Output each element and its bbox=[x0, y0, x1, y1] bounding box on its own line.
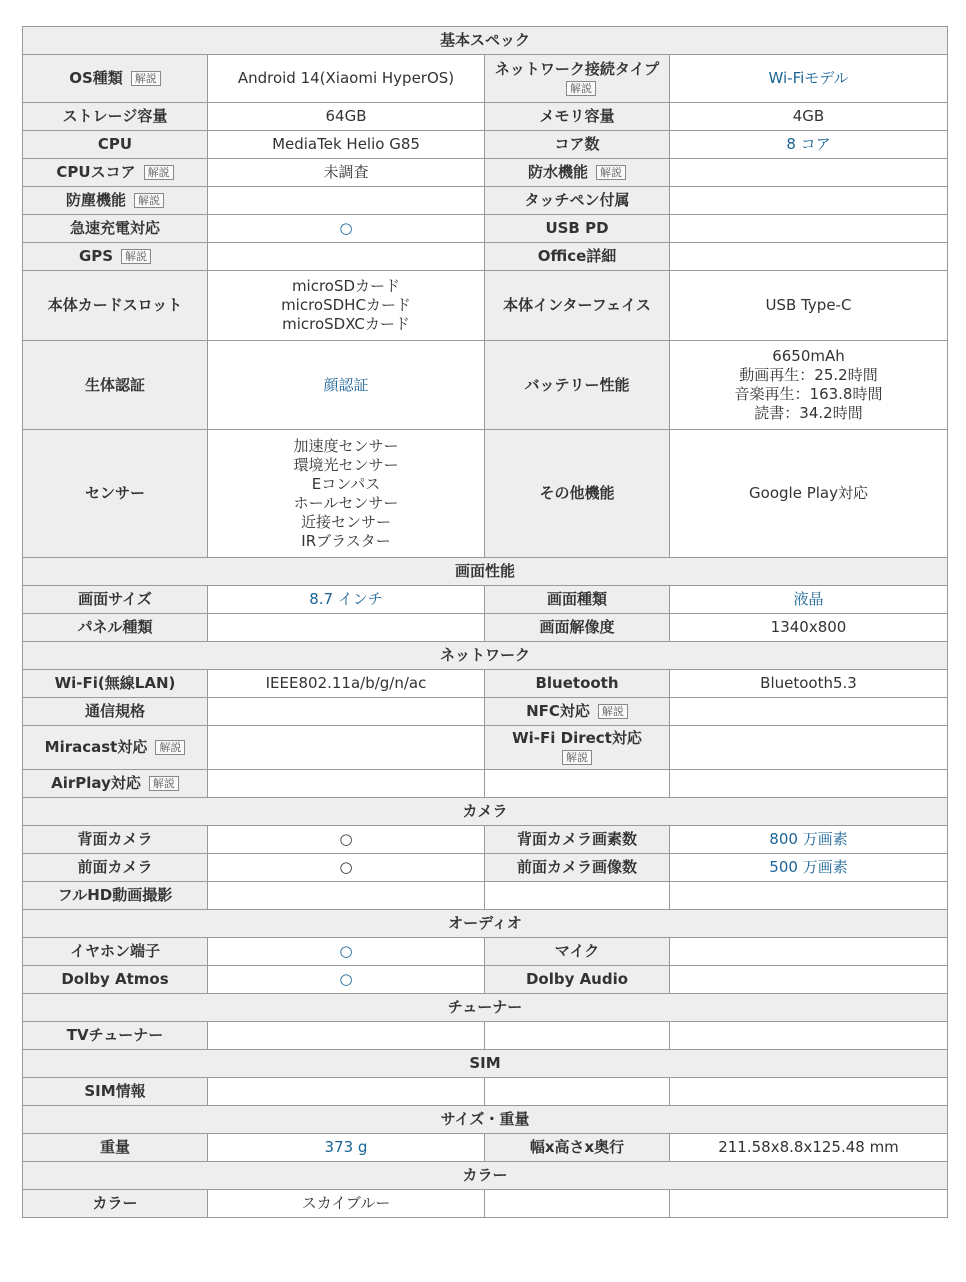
wifidirect-label-cell bbox=[485, 726, 670, 770]
help-badge[interactable]: 解説 bbox=[596, 165, 626, 180]
empty-cell bbox=[670, 770, 948, 798]
panel-value bbox=[208, 614, 485, 642]
table-row bbox=[23, 826, 948, 854]
table-row bbox=[23, 1022, 948, 1050]
empty-cell bbox=[670, 1078, 948, 1106]
cardslot-item: microSDXCカード bbox=[282, 315, 410, 333]
sensor-item: 近接センサー bbox=[300, 512, 391, 531]
front-camera-px-label: 前面カメラ画像数 bbox=[485, 854, 670, 882]
airplay-value bbox=[208, 770, 485, 798]
section-row-color bbox=[23, 1162, 948, 1190]
weight-value[interactable]: 373 g bbox=[208, 1134, 485, 1162]
table-row bbox=[23, 271, 948, 341]
os-label-cell bbox=[23, 55, 208, 103]
section-row-camera bbox=[23, 798, 948, 826]
section-header-network: ネットワーク bbox=[23, 642, 948, 670]
empty-cell bbox=[670, 1190, 948, 1218]
rear-camera-px-value[interactable]: 800 万画素 bbox=[670, 826, 948, 854]
resolution-value: 1340x800 bbox=[670, 614, 948, 642]
office-label: Office詳細 bbox=[485, 243, 670, 271]
section-header-display: 画面性能 bbox=[23, 558, 948, 586]
front-camera-value: ○ bbox=[208, 854, 485, 882]
atmos-value[interactable]: ○ bbox=[208, 966, 485, 994]
sensor-value bbox=[208, 430, 485, 558]
nfc-label: NFC対応 bbox=[526, 702, 590, 720]
usbpd-label: USB PD bbox=[485, 215, 670, 243]
table-row bbox=[23, 1190, 948, 1218]
dolby-audio-label: Dolby Audio bbox=[485, 966, 670, 994]
miracast-value bbox=[208, 726, 485, 770]
table-row bbox=[23, 430, 948, 558]
cpu-score-value: 未調査 bbox=[208, 159, 485, 187]
tv-tuner-label: TVチューナー bbox=[23, 1022, 208, 1050]
table-row bbox=[23, 586, 948, 614]
cardslot-item: microSDHCカード bbox=[281, 296, 411, 314]
section-row-size bbox=[23, 1106, 948, 1134]
pen-label: タッチペン付属 bbox=[485, 187, 670, 215]
battery-item: 6650mAh bbox=[772, 347, 845, 365]
empty-cell bbox=[670, 1022, 948, 1050]
cardslot-value bbox=[208, 271, 485, 341]
mic-label: マイク bbox=[485, 938, 670, 966]
storage-label: ストレージ容量 bbox=[23, 103, 208, 131]
table-row bbox=[23, 187, 948, 215]
dolby-audio-value bbox=[670, 966, 948, 994]
battery-item: 音楽再生：163.8時間 bbox=[734, 385, 883, 403]
table-row bbox=[23, 215, 948, 243]
bio-label: 生体認証 bbox=[23, 341, 208, 430]
help-badge[interactable]: 解説 bbox=[155, 740, 185, 755]
cores-value[interactable]: 8 コア bbox=[670, 131, 948, 159]
wifidirect-value bbox=[670, 726, 948, 770]
section-row-tuner bbox=[23, 994, 948, 1022]
fullhd-label: フルHD動画撮影 bbox=[23, 882, 208, 910]
battery-label: バッテリー性能 bbox=[485, 341, 670, 430]
help-badge[interactable]: 解説 bbox=[566, 81, 596, 96]
table-row bbox=[23, 938, 948, 966]
dims-value: 211.58x8.8x125.48 mm bbox=[670, 1134, 948, 1162]
table-row bbox=[23, 966, 948, 994]
table-row bbox=[23, 131, 948, 159]
jack-value[interactable]: ○ bbox=[208, 938, 485, 966]
rear-camera-px-label: 背面カメラ画素数 bbox=[485, 826, 670, 854]
empty-cell bbox=[485, 1022, 670, 1050]
table-row bbox=[23, 159, 948, 187]
fullhd-value bbox=[208, 882, 485, 910]
screen-size-label: 画面サイズ bbox=[23, 586, 208, 614]
sensor-label: センサー bbox=[23, 430, 208, 558]
section-header-sim: SIM bbox=[23, 1050, 948, 1078]
cardslot-item: microSDカード bbox=[291, 277, 401, 295]
table-row bbox=[23, 698, 948, 726]
atmos-label: Dolby Atmos bbox=[23, 966, 208, 994]
color-value: スカイブルー bbox=[208, 1190, 485, 1218]
cpu-score-label: CPUスコア bbox=[56, 163, 136, 181]
table-row bbox=[23, 770, 948, 798]
wifi-value: IEEE802.11a/b/g/n/ac bbox=[208, 670, 485, 698]
wifi-label: Wi-Fi(無線LAN) bbox=[23, 670, 208, 698]
comm-value bbox=[208, 698, 485, 726]
os-label: OS種類 bbox=[69, 69, 123, 87]
spec-table bbox=[22, 26, 948, 1218]
dustproof-label-cell bbox=[23, 187, 208, 215]
help-badge[interactable]: 解説 bbox=[562, 750, 592, 765]
interface-label: 本体インターフェイス bbox=[485, 271, 670, 341]
comm-label: 通信規格 bbox=[23, 698, 208, 726]
waterproof-label: 防水機能 bbox=[527, 163, 588, 181]
nfc-label-cell bbox=[485, 698, 670, 726]
table-row bbox=[23, 670, 948, 698]
tv-tuner-value bbox=[208, 1022, 485, 1050]
section-header-size: サイズ・重量 bbox=[23, 1106, 948, 1134]
table-row bbox=[23, 55, 948, 103]
airplay-label-cell bbox=[23, 770, 208, 798]
table-row bbox=[23, 341, 948, 430]
bluetooth-value: Bluetooth5.3 bbox=[670, 670, 948, 698]
sensor-item: Eコンパス bbox=[311, 474, 381, 493]
gps-value bbox=[208, 243, 485, 271]
net-type-label-cell bbox=[485, 55, 670, 103]
color-label: カラー bbox=[23, 1190, 208, 1218]
help-badge[interactable]: 解説 bbox=[134, 193, 164, 208]
panel-label: パネル種類 bbox=[23, 614, 208, 642]
front-camera-px-value[interactable]: 500 万画素 bbox=[670, 854, 948, 882]
section-row-basic bbox=[23, 27, 948, 55]
screen-type-value[interactable]: 液晶 bbox=[670, 586, 948, 614]
cpu-label: CPU bbox=[23, 131, 208, 159]
table-row bbox=[23, 103, 948, 131]
other-label: その他機能 bbox=[485, 430, 670, 558]
net-type-label: ネットワーク接続タイプ bbox=[494, 59, 660, 78]
dustproof-value bbox=[208, 187, 485, 215]
rear-camera-value: ○ bbox=[208, 826, 485, 854]
dims-label: 幅x高さx奥行 bbox=[485, 1134, 670, 1162]
resolution-label: 画面解像度 bbox=[485, 614, 670, 642]
section-row-network bbox=[23, 642, 948, 670]
section-row-sim bbox=[23, 1050, 948, 1078]
waterproof-label-cell bbox=[485, 159, 670, 187]
miracast-label-cell bbox=[23, 726, 208, 770]
section-header-camera: カメラ bbox=[23, 798, 948, 826]
rear-camera-label: 背面カメラ bbox=[23, 826, 208, 854]
os-value: Android 14(Xiaomi HyperOS) bbox=[208, 55, 485, 103]
bio-value[interactable]: 顔認証 bbox=[208, 341, 485, 430]
gps-label: GPS bbox=[78, 247, 114, 265]
mic-value bbox=[670, 938, 948, 966]
cores-label: コア数 bbox=[485, 131, 670, 159]
help-badge[interactable]: 解説 bbox=[149, 776, 179, 791]
front-camera-label: 前面カメラ bbox=[23, 854, 208, 882]
sensor-item: IRブラスター bbox=[301, 531, 391, 550]
fastcharge-label: 急速充電対応 bbox=[23, 215, 208, 243]
gps-label-cell bbox=[23, 243, 208, 271]
interface-value: USB Type-C bbox=[670, 271, 948, 341]
sim-info-label: SIM情報 bbox=[23, 1078, 208, 1106]
battery-value bbox=[670, 341, 948, 430]
table-row bbox=[23, 1078, 948, 1106]
cardslot-label: 本体カードスロット bbox=[23, 271, 208, 341]
table-row bbox=[23, 854, 948, 882]
storage-value: 64GB bbox=[208, 103, 485, 131]
empty-cell bbox=[485, 1078, 670, 1106]
sensor-item: ホールセンサー bbox=[293, 493, 399, 512]
jack-label: イヤホン端子 bbox=[23, 938, 208, 966]
fastcharge-value[interactable]: ○ bbox=[208, 215, 485, 243]
table-row bbox=[23, 726, 948, 770]
empty-cell bbox=[485, 882, 670, 910]
bluetooth-label: Bluetooth bbox=[485, 670, 670, 698]
section-row-display bbox=[23, 558, 948, 586]
table-row bbox=[23, 882, 948, 910]
battery-item: 読書：34.2時間 bbox=[754, 404, 863, 422]
cpu-score-label-cell bbox=[23, 159, 208, 187]
net-type-value[interactable]: Wi-Fiモデル bbox=[670, 55, 948, 103]
empty-cell bbox=[485, 770, 670, 798]
office-value bbox=[670, 243, 948, 271]
table-row bbox=[23, 1134, 948, 1162]
help-badge[interactable]: 解説 bbox=[121, 249, 151, 264]
table-row bbox=[23, 614, 948, 642]
empty-cell bbox=[485, 1190, 670, 1218]
memory-value: 4GB bbox=[670, 103, 948, 131]
table-row bbox=[23, 243, 948, 271]
waterproof-value bbox=[670, 159, 948, 187]
other-value: Google Play対応 bbox=[670, 430, 948, 558]
sensor-item: 加速度センサー bbox=[293, 436, 399, 455]
section-header-audio: オーディオ bbox=[23, 910, 948, 938]
section-header-color: カラー bbox=[23, 1162, 948, 1190]
section-row-audio bbox=[23, 910, 948, 938]
battery-item: 動画再生：25.2時間 bbox=[739, 366, 878, 384]
screen-type-label: 画面種類 bbox=[485, 586, 670, 614]
help-badge[interactable]: 解説 bbox=[131, 71, 161, 86]
spec-container bbox=[22, 26, 947, 1218]
section-header-basic: 基本スペック bbox=[23, 27, 948, 55]
help-badge[interactable]: 解説 bbox=[144, 165, 174, 180]
miracast-label: Miracast対応 bbox=[44, 738, 148, 756]
sim-info-value bbox=[208, 1078, 485, 1106]
wifidirect-label: Wi-Fi Direct対応 bbox=[512, 728, 642, 747]
weight-label: 重量 bbox=[23, 1134, 208, 1162]
memory-label: メモリ容量 bbox=[485, 103, 670, 131]
pen-value bbox=[670, 187, 948, 215]
screen-size-value[interactable]: 8.7 インチ bbox=[208, 586, 485, 614]
nfc-value bbox=[670, 698, 948, 726]
empty-cell bbox=[670, 882, 948, 910]
usbpd-value bbox=[670, 215, 948, 243]
cpu-value: MediaTek Helio G85 bbox=[208, 131, 485, 159]
dustproof-label: 防塵機能 bbox=[65, 191, 126, 209]
help-badge[interactable]: 解説 bbox=[598, 704, 628, 719]
airplay-label: AirPlay対応 bbox=[51, 774, 141, 792]
sensor-item: 環境光センサー bbox=[293, 455, 399, 474]
section-header-tuner: チューナー bbox=[23, 994, 948, 1022]
